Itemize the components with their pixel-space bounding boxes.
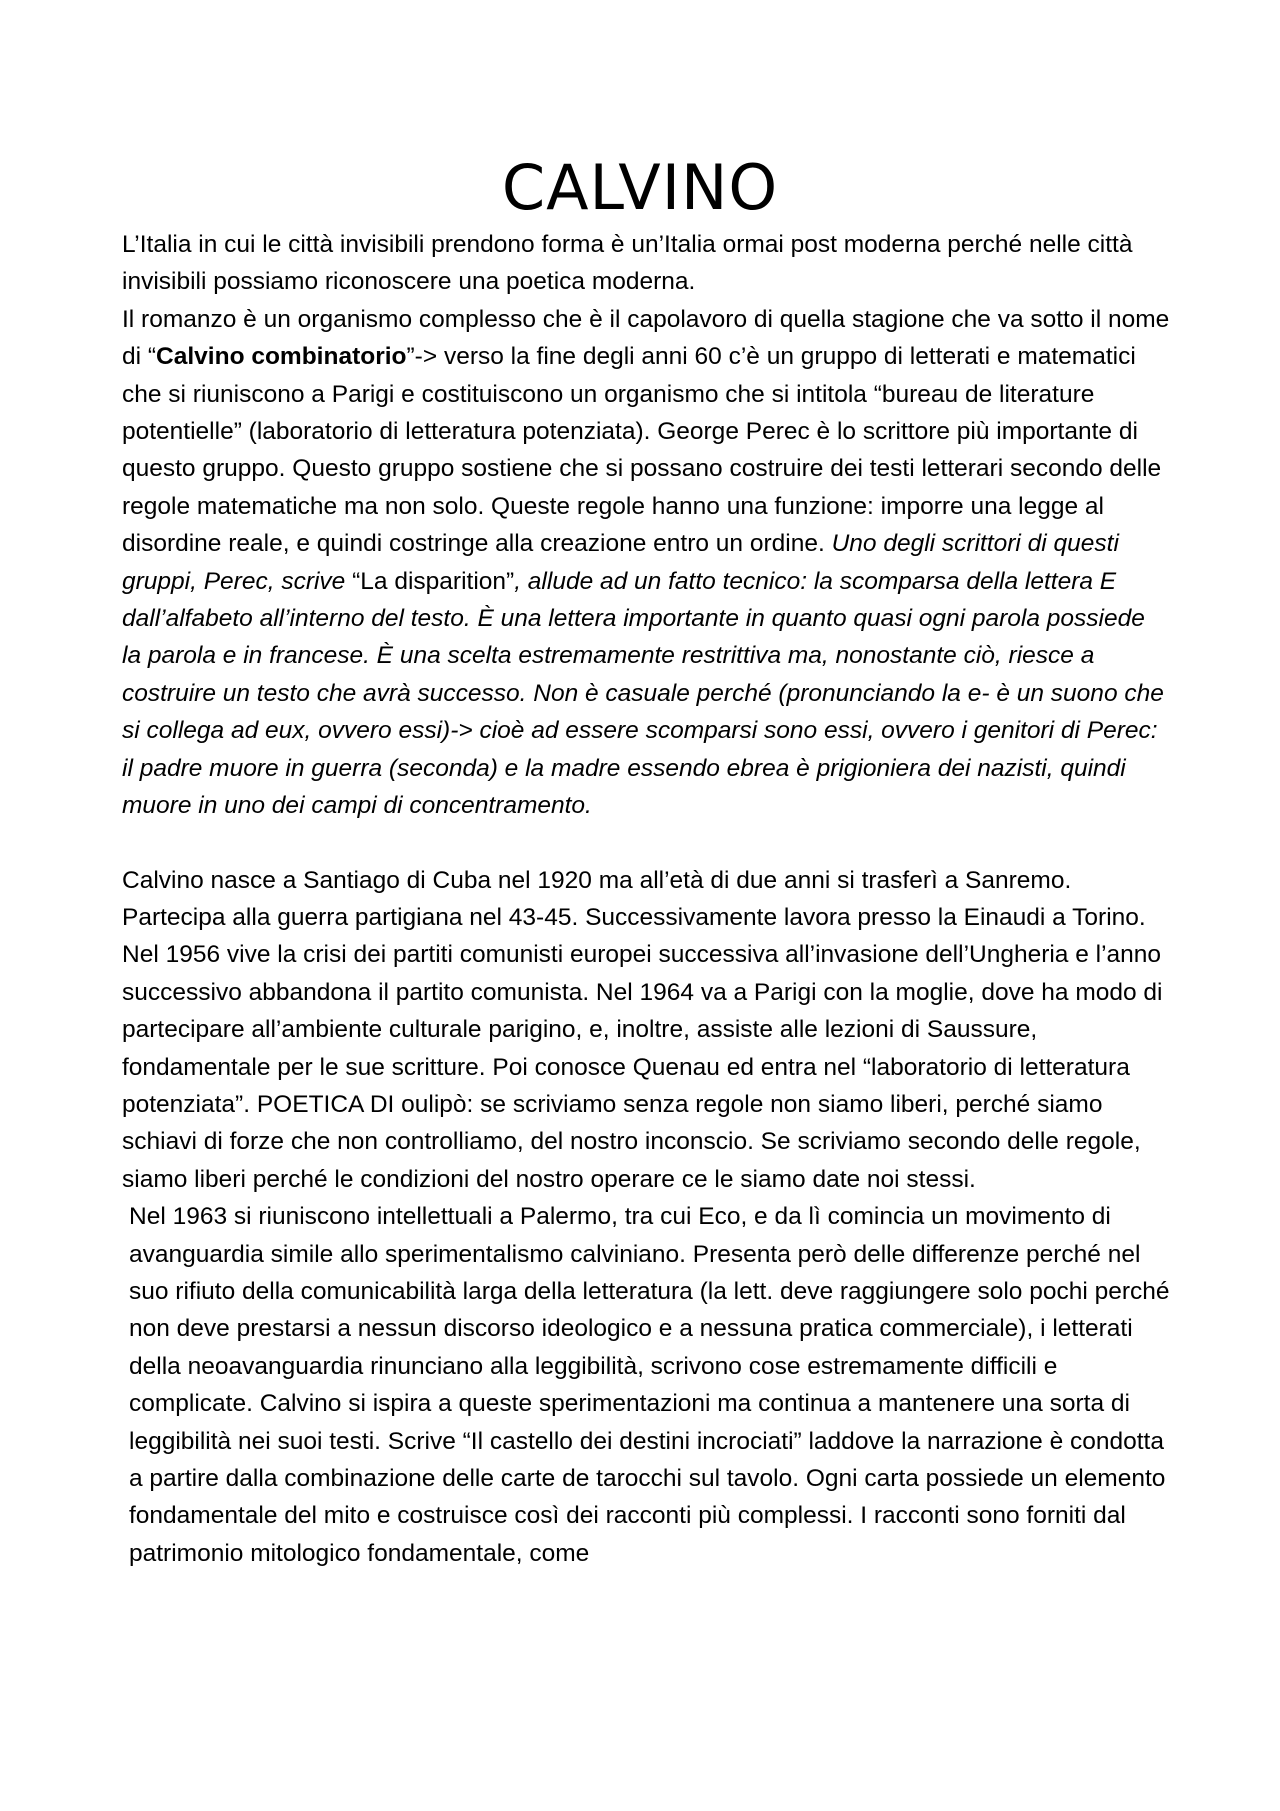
paragraph-biography: Calvino nasce a Santiago di Cuba nel 1920 ma all’età di due anni si trasferì a Sanremo. Partecipa alla guerra partigiana nel 43-45. Successivamente lavora presso la Einaudi a Torino. Nel 1956 vive la crisi dei partiti comunisti europei successiva all’invasione dell’Ungheria e l’anno successivo abbandona il partito comunista. Nel 1964 va a Parigi con la moglie, dove ha modo di partecipare all’ambiente culturale parigino, e, inoltre, assiste alle lezioni di Saussure, fondamentale per le sue scritture. Poi conosce Quenau ed entra nel “laboratorio di letteratura potenziata”. POETICA DI oulipò: se scriviamo senza regole non siamo liberi, perché siamo schiavi di forze che non controlliamo, del nostro inconscio. Se scriviamo secondo delle regole, siamo liberi perché le condizioni del nostro operare ce le siamo date noi stessi. xyxy=(122,866,1163,1193)
paragraph-oulipo-text-b: ”-> verso la fine degli anni 60 c’è un gruppo di letterati e matematici che si riuniscono a Parigi e costituiscono un organismo che si intitola “bureau de literature potentielle” (laboratorio di letteratura potenziata). George Perec è lo scrittore più importante di questo gruppo. Questo gruppo sostiene che si possano costruire dei testi letterari secondo delle regole matematiche ma non solo. Queste regole hanno una funzione: imporre una legge al disordine reale, e quindi costringe alla creazione entro un ordine. xyxy=(122,343,1162,558)
bold-calvino-combinatorio: Calvino combinatorio xyxy=(156,343,407,371)
document-body xyxy=(122,226,1170,1572)
page-title: CALVINO xyxy=(501,151,779,224)
italic-perec-text-2: , allude ad un fatto tecnico: la scomparsa della lettera E dall’alfabeto all’interno del testo. È una lettera importante in quanto quasi ogni parola possiede la parola e in francese. È una scelta estremamente restrittiva ma, nonostante ciò, riesce a costruire un testo che avrà successo. Non è casuale perché (pronunciando la e- è un suono che si collega ad eux, ovvero essi)-> cioè ad essere scomparsi sono essi, ovvero i genitori di Perec: il padre muore in guerra (seconda) e la madre essendo ebrea è prigioniera dei nazisti, quindi muore in uno dei campi di concentramento. xyxy=(122,567,1164,820)
paragraph-spacer xyxy=(122,825,1170,862)
paragraph-intro: L’Italia in cui le città invisibili prendono forma è un’Italia ormai post moderna perché nelle città invisibili possiamo riconoscere una poetica moderna. xyxy=(122,231,1133,296)
italic-perec-text-1: Uno degli scrittori di questi gruppi, Perec, scrive xyxy=(122,530,1119,595)
quote-la-disparition: “La disparition” xyxy=(352,567,515,595)
paragraph-neoavanguardia: Nel 1963 si riuniscono intellettuali a Palermo, tra cui Eco, e da lì comincia un movimento di avanguardia simile allo sperimentalismo calviniano. Presenta però delle differenze perché nel suo rifiuto della comunicabilità larga della letteratura (la lett. deve raggiungere solo pochi perché non deve prestarsi a nessun discorso ideologico e a nessuna pratica commerciale), i letterati della neoavanguardia rinunciano alla leggibilità, scrivono cose estremamente difficili e complicate. Calvino si ispira a queste sperimentazioni ma continua a mantenere una sorta di leggibilità nei suoi testi. Scrive “Il castello dei destini incrociati” laddove la narrazione è condotta a partire dalla combinazione delle carte de tarocchi sul tavolo. Ogni carta possiede un elemento fondamentale del mito e costruisce così dei racconti più complessi. I racconti sono forniti dal patrimonio mitologico fondamentale, come xyxy=(129,1203,1170,1567)
paragraph-oulipo-text-a: Il romanzo è un organismo complesso che è il capolavoro di quella stagione che va sotto il nome di “ xyxy=(122,305,1170,371)
paragraph-oulipo xyxy=(122,301,1170,825)
